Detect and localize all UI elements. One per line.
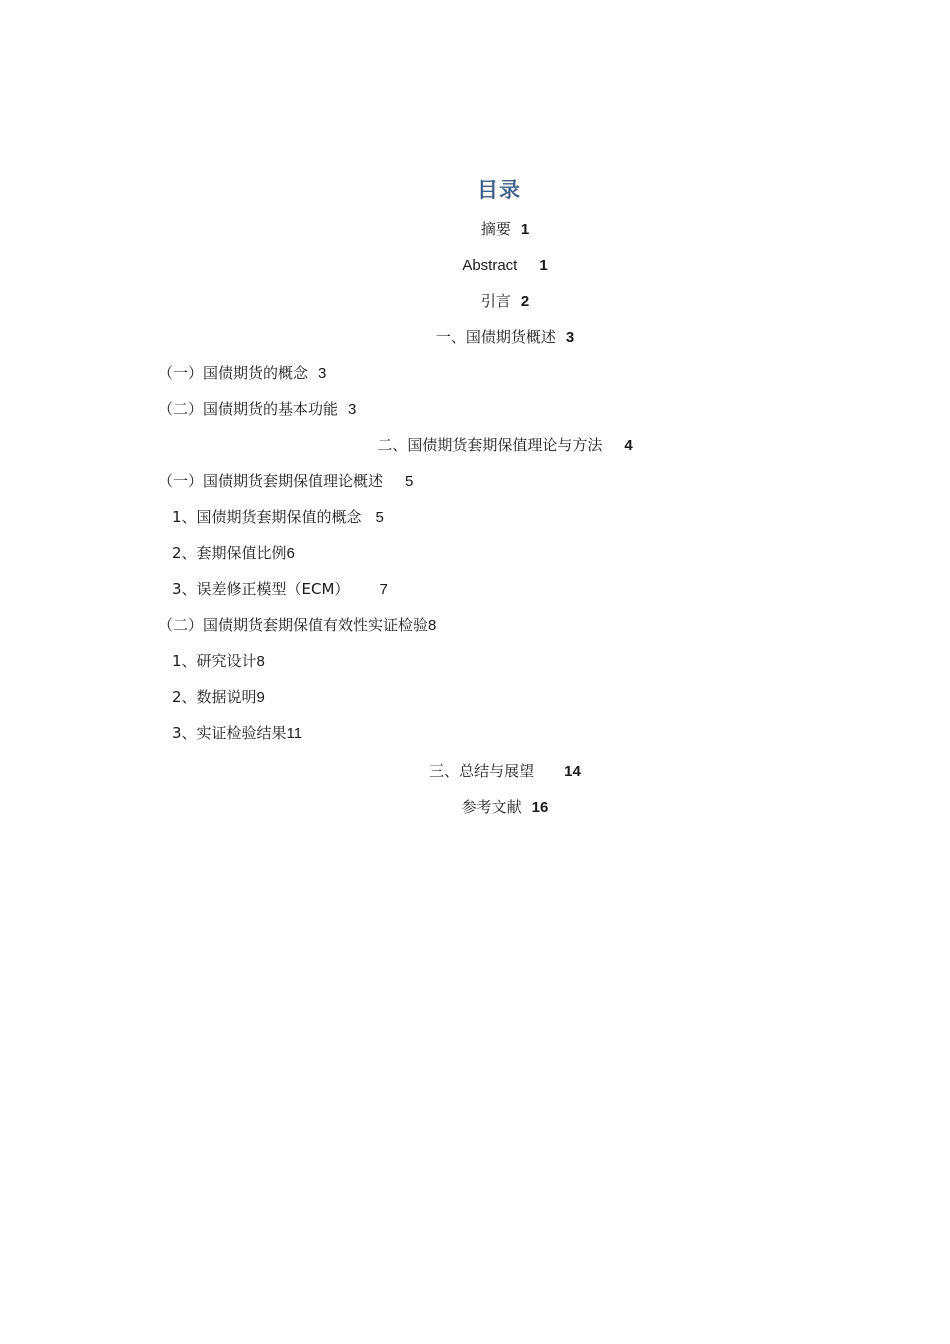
toc-entry-page: 8 — [428, 617, 437, 634]
toc-entry-subsection-2-1-2[interactable] — [172, 543, 295, 564]
toc-entry-references[interactable] — [0, 797, 950, 818]
toc-entry-subsection-2-2-1[interactable] — [172, 651, 265, 672]
toc-entry-abstract-cn[interactable] — [0, 219, 950, 240]
toc-entry-label: 二、国债期货套期保值理论与方法 — [377, 436, 603, 454]
toc-entry-chapter-3[interactable] — [0, 761, 950, 782]
toc-entry-page: 3 — [348, 401, 357, 418]
toc-entry-label: 参考文献 — [461, 798, 522, 816]
toc-title: 目录 — [477, 178, 521, 202]
toc-entry-page: 6 — [286, 545, 295, 562]
toc-entry-label: 2、套期保值比例 — [172, 544, 287, 562]
toc-entry-page: 14 — [564, 763, 581, 780]
toc-entry-chapter-2[interactable] — [0, 435, 950, 456]
toc-entry-label: 三、总结与展望 — [429, 762, 535, 780]
toc-entry-subsection-2-2-3[interactable] — [172, 723, 302, 744]
toc-entry-subsection-2-2-2[interactable] — [172, 687, 265, 708]
toc-entry-page: 11 — [286, 725, 303, 742]
toc-entry-page: 1 — [539, 257, 548, 274]
toc-entry-page: 3 — [565, 329, 575, 346]
toc-entry-page: 7 — [379, 581, 388, 598]
toc-entry-subsection-2-1-1[interactable] — [172, 507, 384, 528]
toc-entry-label: （二）国债期货套期保值有效性实证检验 — [158, 616, 429, 634]
toc-entry-page: 5 — [375, 509, 384, 526]
toc-entry-chapter-1[interactable] — [0, 327, 950, 348]
toc-entry-page: 8 — [256, 653, 265, 670]
toc-entry-label: 1、国债期货套期保值的概念 — [172, 508, 362, 526]
toc-entry-label: （一）国债期货套期保值理论概述 — [158, 472, 384, 490]
toc-entry-label: 1、研究设计 — [172, 652, 257, 670]
toc-entry-label: 2、数据说明 — [172, 688, 257, 706]
toc-entry-page: 9 — [256, 689, 265, 706]
toc-entry-section-2-1[interactable] — [158, 471, 413, 492]
toc-entry-page: 16 — [531, 799, 549, 816]
toc-entry-label: 摘要 — [480, 220, 511, 238]
toc-entry-section-1-1[interactable] — [158, 363, 326, 384]
toc-entry-section-2-2[interactable] — [158, 615, 436, 636]
toc-entry-section-1-2[interactable] — [158, 399, 356, 420]
toc-entry-page: 5 — [405, 473, 414, 490]
toc-entry-page: 4 — [624, 437, 633, 454]
toc-entry-subsection-2-1-3[interactable] — [172, 579, 388, 600]
toc-entry-label: 引言 — [480, 292, 511, 310]
toc-entry-label: （二）国债期货的基本功能 — [158, 400, 339, 418]
toc-entry-page: 1 — [520, 221, 530, 238]
toc-entry-introduction[interactable] — [0, 291, 950, 312]
toc-entry-page: 3 — [318, 365, 327, 382]
toc-entry-label: 一、国债期货概述 — [435, 328, 556, 346]
toc-entry-label: Abstract — [462, 257, 518, 274]
toc-entry-label: （一）国债期货的概念 — [158, 364, 309, 382]
toc-entry-abstract-en[interactable] — [0, 255, 950, 276]
toc-entry-label: 3、误差修正模型（ECM） — [172, 580, 350, 598]
toc-entry-label: 3、实证检验结果 — [172, 724, 287, 742]
toc-entry-page: 2 — [520, 293, 530, 310]
